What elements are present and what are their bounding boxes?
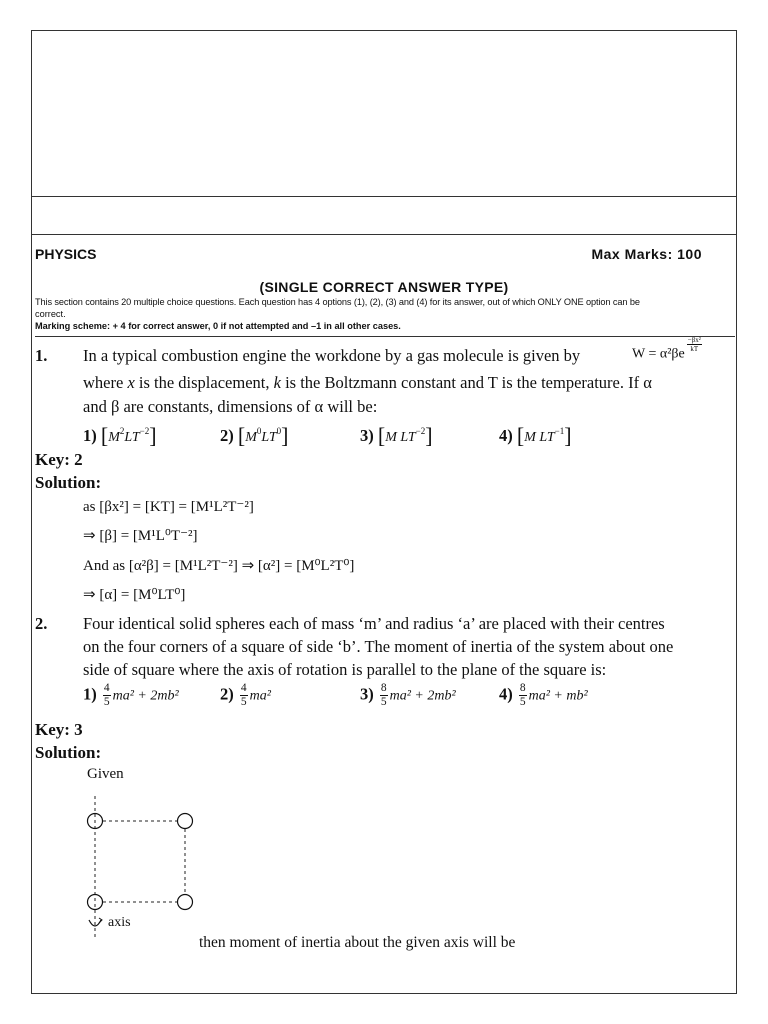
option-term: M LT: [385, 430, 416, 445]
option-term: M LT: [524, 430, 555, 445]
q2-number: 2.: [35, 614, 48, 633]
q2-option-3[interactable]: [360, 682, 456, 709]
q1-line3: and β are constants, dimensions of α will be:: [83, 397, 378, 416]
q2-option-1[interactable]: [83, 682, 179, 709]
fraction-num: 8: [519, 682, 526, 694]
option-term: M: [245, 430, 257, 445]
header-rule-bottom: [31, 234, 737, 235]
q1-solution-label: Solution:: [35, 473, 102, 492]
q1-var-x: x: [127, 373, 135, 392]
option-sup: −2: [415, 426, 426, 436]
option-term: LT: [261, 430, 277, 445]
option-term: ma²: [249, 688, 271, 704]
option-term: M: [108, 430, 120, 445]
q1-option-1[interactable]: 1) $[M^2LT^{-2}]$: [83, 423, 157, 448]
instructions-line2: correct.: [35, 309, 66, 319]
q1-solution-line3: And as [α²β] = [M¹L²T⁻²] ⇒ [α²] = [M⁰L²T⁰]: [83, 558, 355, 574]
q1-option-3[interactable]: 3) [M $LT^{-2}$]: [360, 423, 433, 448]
q2-line1: Four identical solid spheres each of mass ‘m’ and radius ‘a’ are placed with their centres: [83, 614, 665, 633]
option-term: ma² + 2mb²: [389, 688, 456, 704]
header-rule-top: [31, 196, 737, 197]
option-sup: 0: [256, 426, 262, 436]
q1-number: 1.: [35, 346, 48, 365]
section-divider: [35, 336, 735, 337]
sphere-top-right: [178, 814, 193, 829]
fraction-den: 5: [103, 696, 110, 708]
q1-option-4[interactable]: 4) [M $LT^{-1}$]: [499, 423, 572, 448]
fraction-den: 5: [519, 696, 526, 708]
fraction-num: 4: [103, 682, 110, 694]
q1-var-k: k: [273, 373, 281, 392]
q2-line3: side of square where the axis of rotation is parallel to the plane of the square is:: [83, 660, 607, 679]
q1-exp-den: kT: [690, 345, 699, 353]
option-label: 2): [220, 684, 234, 704]
option-fraction: [380, 682, 388, 709]
q1-option-2[interactable]: 2) $[M^0LT^0]$: [220, 423, 289, 448]
q1-formula: [632, 336, 704, 363]
q1-solution-line1: as [βx²] = [KT] = [M¹L²T⁻²]: [83, 499, 254, 515]
option-label: 4): [499, 426, 513, 445]
q1-line2: [83, 373, 652, 393]
fraction-den: 5: [380, 696, 387, 708]
q2-key: Key: 3: [35, 720, 83, 739]
marking-scheme: Marking scheme: + 4 for correct answer, 0 if not attempted and –1 in all other cases.: [35, 321, 401, 331]
q2-option-2[interactable]: [220, 682, 271, 709]
instructions-line1: This section contains 20 multiple choice questions. Each question has 4 options (1), (2), (3) and (4) for its answer, out of which ONLY ONE option can be: [35, 297, 640, 307]
fraction-num: 8: [380, 682, 387, 694]
sphere-bottom-right: [178, 895, 193, 910]
option-label: 2): [220, 426, 234, 445]
subject-label: PHYSICS: [35, 246, 97, 262]
q1-solution-line2: ⇒ [β] = [M¹L⁰T⁻²]: [83, 528, 198, 544]
option-fraction: [240, 682, 248, 709]
option-sup: 0: [276, 426, 282, 436]
q1-formula-lhs: W = α²βe: [632, 346, 685, 362]
q2-option-4[interactable]: [499, 682, 588, 709]
option-label: 1): [83, 426, 97, 445]
option-label: 3): [360, 426, 374, 445]
q1-line2-c: is the Boltzmann constant and T is the temperature. If α: [285, 373, 652, 392]
max-marks: Max Marks: 100: [591, 246, 702, 262]
option-label: 3): [360, 684, 374, 704]
fraction-den: 5: [240, 696, 247, 708]
axis-label: axis: [108, 915, 131, 930]
section-title: (SINGLE CORRECT ANSWER TYPE): [259, 279, 509, 295]
option-sup: −1: [554, 426, 565, 436]
q1-key: Key: 2: [35, 450, 83, 469]
q1-solution-line4: ⇒ [α] = [M⁰LT⁰]: [83, 587, 186, 603]
q1-line2-a: where: [83, 373, 124, 392]
q2-closing-text: then moment of inertia about the given axis will be: [199, 934, 516, 951]
option-fraction: [103, 682, 111, 709]
square-spheres-diagram: [80, 792, 210, 942]
q1-line1: In a typical combustion engine the workdone by a gas molecule is given by: [83, 346, 581, 365]
q1-exp-num: −βx²: [687, 336, 701, 344]
sphere-bottom-left: [88, 895, 103, 910]
q2-solution-label: Solution:: [35, 743, 102, 762]
q2-given: Given: [87, 766, 124, 782]
option-fraction: [519, 682, 527, 709]
option-sup: −2: [139, 426, 150, 436]
fraction-num: 4: [240, 682, 247, 694]
option-term: ma² + 2mb²: [112, 688, 179, 704]
option-term: ma² + mb²: [528, 688, 588, 704]
option-term: LT: [124, 430, 140, 445]
option-label: 1): [83, 684, 97, 704]
q1-line2-b: is the displacement,: [138, 373, 270, 392]
option-label: 4): [499, 684, 513, 704]
q2-line2: on the four corners of a square of side ‘b’. The moment of inertia of the system about one: [83, 637, 674, 656]
q1-formula-exponent: [687, 336, 702, 353]
option-sup: 2: [119, 426, 125, 436]
